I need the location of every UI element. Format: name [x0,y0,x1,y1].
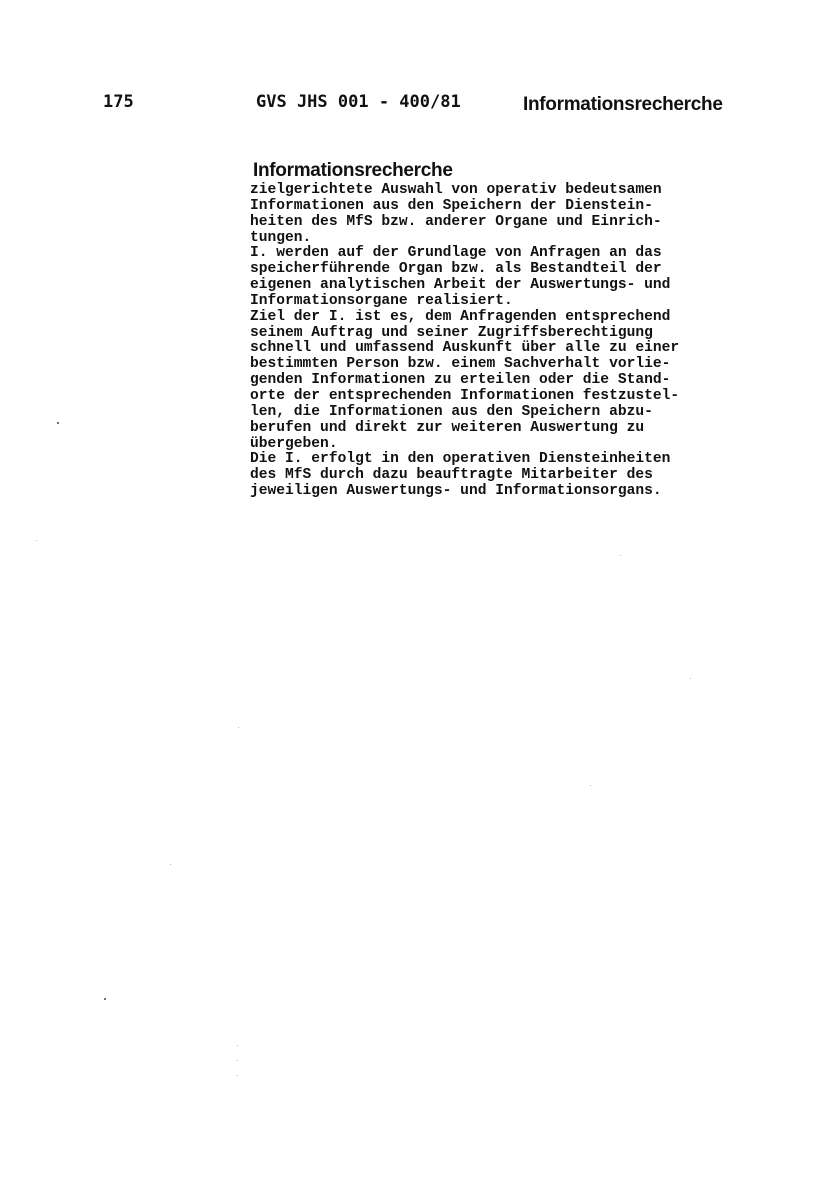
dictionary-entry [250,160,750,500]
scan-speck [237,1045,238,1046]
entry-line: Informationsorgane realisiert. [250,292,513,309]
entry-line: des MfS durch dazu beauftragte Mitarbeiter des [250,467,653,484]
page-number: 175 [103,92,134,112]
scan-speck [36,540,37,541]
scan-speck [690,678,691,679]
entry-line: genden Informationen zu erteilen oder die Stand- [250,372,671,389]
scan-speck [620,555,621,556]
scan-speck [237,1060,238,1061]
entry-line: orte der entsprechenden Informationen festzustel- [250,387,680,404]
entry-line: Informationen aus den Speichern der Dienstein- [250,197,653,214]
entry-line: jeweiligen Auswertungs- und Informationsorgans. [250,483,662,500]
entry-line: Ziel der I. ist es, dem Anfragenden entsprechend [250,308,671,325]
entry-line: speicherführende Organ bzw. als Bestandteil der [250,261,662,278]
entry-line: tungen. [250,229,312,246]
entry-title: Informationsrecherche [253,160,453,181]
scan-speck [237,1075,238,1076]
entry-body [250,183,750,500]
entry-line: schnell und umfassend Auskunft über alle zu einer [250,340,680,357]
entry-line: berufen und direkt zur weiteren Auswertung zu [250,419,645,436]
entry-line: len, die Informationen aus den Speichern abzu- [250,403,653,420]
scan-speck [57,422,59,424]
scan-speck [238,727,239,728]
entry-line: eigenen analytischen Arbeit der Auswertungs- und [250,277,671,294]
scan-speck [104,998,106,1000]
running-header-keyword: Informationsrecherche [523,94,723,115]
entry-line: Die I. erfolgt in den operativen Diensteinheiten [250,451,671,468]
entry-line: seinem Auftrag und seiner Zugriffsberechtigung [250,324,653,341]
entry-line: zielgerichtete Auswahl von operativ bedeutsamen [250,182,662,198]
scan-speck [170,864,171,865]
scan-speck [590,785,591,786]
entry-line: I. werden auf der Grundlage von Anfragen an das [250,245,662,262]
document-reference: GVS JHS 001 - 400/81 [256,92,461,112]
entry-line: übergeben. [250,435,338,452]
entry-line: bestimmten Person bzw. einem Sachverhalt vorlie- [250,356,671,373]
entry-line: heiten des MfS bzw. anderer Organe und Einrich- [250,213,662,230]
